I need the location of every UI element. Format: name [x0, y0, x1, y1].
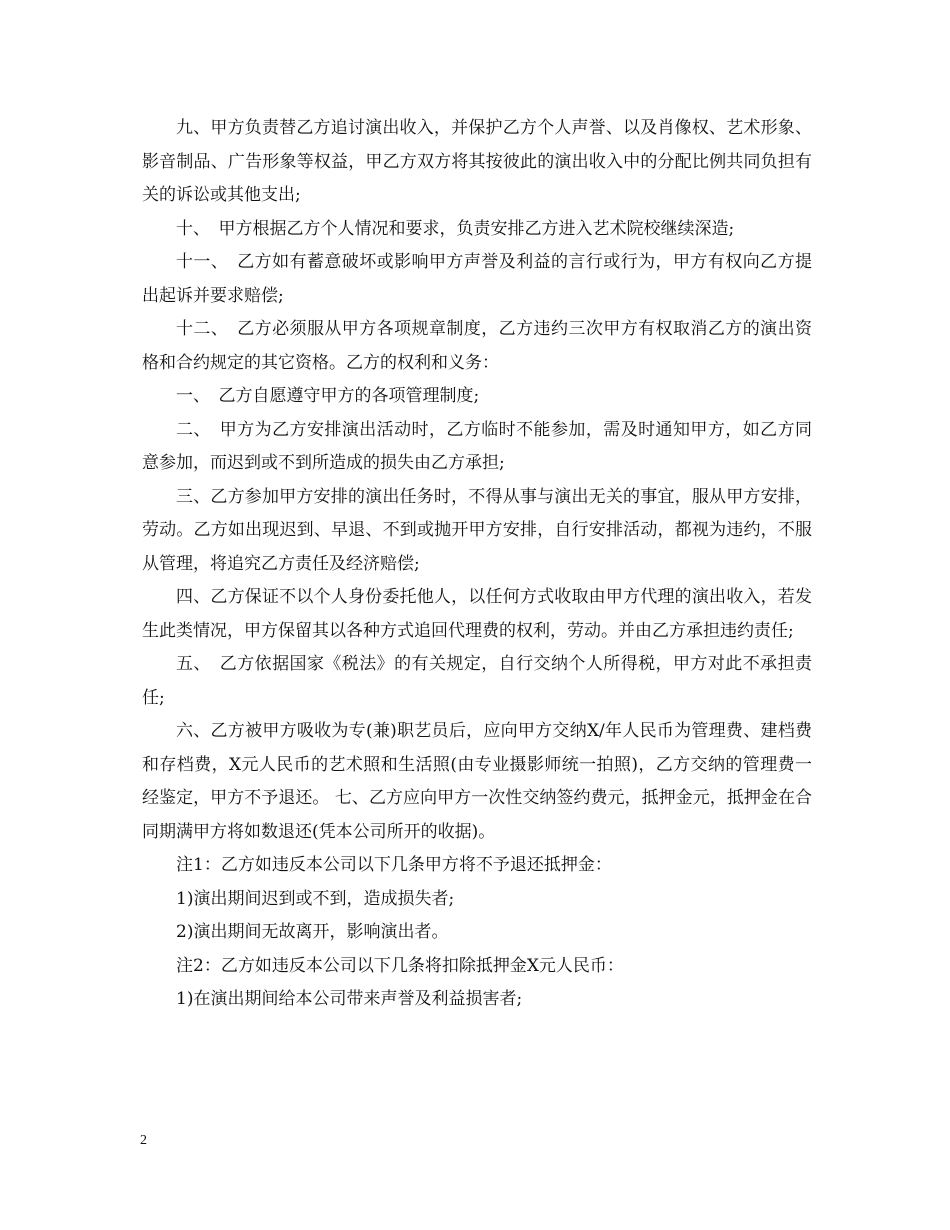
document-body — [142, 112, 812, 1017]
page-number: 2 — [140, 1133, 147, 1148]
paragraph-right-2: 二、 甲方为乙方安排演出活动时，乙方临时不能参加，需及时通知甲方，如乙方同意参加，而迟到或不到所造成的损失由乙方承担; — [142, 419, 812, 473]
paragraph-clause-9: 九、甲方负责替乙方追讨演出收入，并保护乙方个人声誉、以及肖像权、艺术形象、影音制品、广告形象等权益，甲乙方双方将其按彼此的演出收入中的分配比例共同负担有关的诉讼或其他支出; — [142, 118, 812, 205]
paragraph-note-2-item-1: 1)在演出期间给本公司带来声誉及利益损害者; — [176, 989, 523, 1009]
paragraph-clause-11: 十一、 乙方如有蓄意破坏或影响甲方声誉及利益的言行或行为，甲方有权向乙方提出起诉并要求赔偿; — [142, 252, 812, 306]
paragraph-clause-10: 十、 甲方根据乙方个人情况和要求，负责安排乙方进入艺术院校继续深造; — [176, 218, 735, 239]
paragraph-clause-12: 十二、 乙方必须服从甲方各项规章制度，乙方违约三次甲方有权取消乙方的演出资格和合约规定的其它资格。乙方的权利和义务： — [142, 319, 812, 373]
paragraph-note-1-item-2: 2)演出期间无故离开，影响演出者。 — [176, 922, 449, 942]
paragraph-right-3: 三、乙方参加甲方安排的演出任务时，不得从事与演出无关的事宜，服从甲方安排，劳动。乙方如出现迟到、早退、不到或抛开甲方安排，自行安排活动，都视为违约，不服从管理，将追究乙方责任及经济赔偿; — [142, 486, 812, 574]
paragraph-right-4: 四、乙方保证不以个人身份委托他人，以任何方式收取由甲方代理的演出收入，若发生此类情况，甲方保留其以各种方式追回代理费的权利，劳动。并由乙方承担违约责任; — [142, 587, 812, 641]
paragraph-note-1: 注1：乙方如违反本公司以下几条甲方将不予退还抵押金： — [176, 855, 612, 875]
paragraph-right-1: 一、 乙方自愿遵守甲方的各项管理制度; — [176, 386, 480, 406]
paragraph-note-2: 注2：乙方如违反本公司以下几条将扣除抵押金X元人民币： — [176, 955, 624, 976]
paragraph-note-1-item-1: 1)演出期间迟到或不到，造成损失者; — [176, 888, 455, 909]
paragraph-right-5: 五、 乙方依据国家《税法》的有关规定，自行交纳个人所得税，甲方对此不承担责任; — [142, 654, 812, 708]
paragraph-right-6: 六、乙方被甲方吸收为专(兼)职艺员后，应向甲方交纳X/年人民币为管理费、建档费和存档费，X元人民币的艺术照和生活照(由专业摄影师统一拍照)，乙方交纳的管理费一经鉴定，甲方不予退还。 七、乙方应向甲方一次性交纳签约费元，抵押金元，抵押金在合同期满甲方将如数退还(凭本公司所开的收据)。 — [142, 721, 812, 842]
